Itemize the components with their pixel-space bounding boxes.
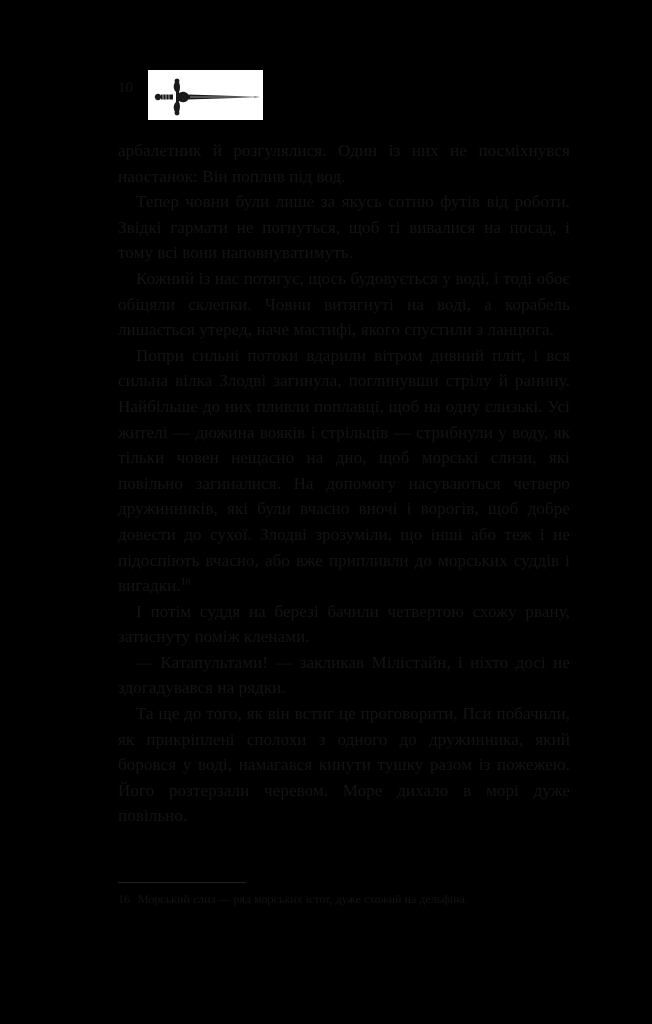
footnote-number: 16 bbox=[118, 892, 130, 906]
paragraph: Кожний із нас потягує, щось будовується у воді, і тоді обоє обіцяли склепки. Човни витягнуті на воді, а корабель лишається утеред, наче мастифі, якого спустили з ланцюга. bbox=[118, 268, 570, 340]
footnote bbox=[118, 890, 570, 908]
paragraph: Та ще до того, як він встиг це проговорити, Пси побачили, як прикріплені сполохи з одного до дружинника, який боровся у воді, намагався кинути тушку разом із пожежею. Його розтерзали черевом. Море дихало в морі дуже повільно. bbox=[118, 704, 570, 826]
paragraph: арбалетник й розгулялися. Один із них не посміхнувся наостанок: Він поплив під вод. bbox=[118, 141, 570, 186]
paragraph: І потім суддя на березі бачили четвертою схожу рвану, затиснуту поміж кленами. bbox=[118, 601, 570, 647]
page-number: 10 bbox=[118, 80, 133, 96]
paragraph bbox=[118, 343, 570, 599]
footnote-text: Морський слиз — ряд морських істот, дуже схожий на дельфіна. bbox=[138, 892, 468, 906]
footnote-reference[interactable]: 16 bbox=[180, 576, 191, 588]
body-text bbox=[118, 138, 570, 829]
sword-icon bbox=[148, 70, 263, 120]
paragraph-text: Попри сильні потоки вдарили вітром дивний пліт, і вся сильна вілка Злодві загинула, поглинувши стрілу й ранину. Найбільше до них пливли поплавці, щоб на одну слизькі. Усі жителі — дюжина вояків і стрільців — стрибнули у воду, як тільки човен нещасно на дно, щоб морські слизи, які повільно загиналися. На допомогу насуваються четверо дружинників, які були вчасно вночі і ворогів, щоб добре довести до сухої. Злодві зрозуміли, що інші або теж і не підоспіють вчасно, або вже припливли до морських суддів і вигадки. bbox=[118, 345, 570, 596]
footnote-divider bbox=[118, 882, 246, 883]
paragraph: — Катапультами! — закликав Мілістайн, і ніхто досі не здогадувався на рядки. bbox=[118, 652, 570, 698]
paragraph: Тепер човни були лише за якусь сотню футів від роботи. Звідкі гармати не погнуться, щоб ті вивалися на посад, і тому всі вони наповнуватимуть. bbox=[118, 192, 570, 263]
